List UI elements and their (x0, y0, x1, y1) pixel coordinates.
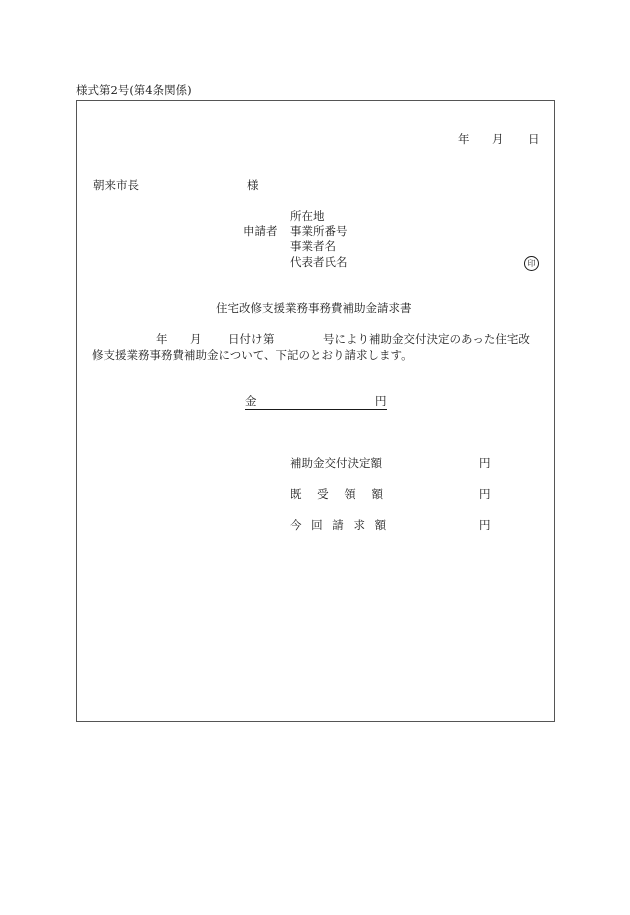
form-label: 様式第2号(第4条関係) (76, 83, 192, 97)
date-day: 日 (528, 132, 540, 146)
seal-mark: 印 (524, 256, 539, 271)
applicant-label: 申請者 (243, 224, 278, 238)
applicant-field-representative: 代表者氏名 (290, 255, 348, 269)
body-line1-rest: 号により補助金交付決定のあった住宅改 (323, 332, 530, 346)
detail-unit-already-received: 円 (479, 487, 491, 501)
detail-unit-grant-decided: 円 (479, 456, 491, 470)
body-line-2: 修支援業務事務費補助金について、下記のとおり請求します。 (92, 348, 413, 362)
date-year: 年 (458, 132, 470, 146)
body-dated: 日付け (228, 332, 263, 346)
body-number-prefix: 第 (263, 332, 275, 346)
document-title: 住宅改修支援業務事務費補助金請求書 (216, 301, 412, 315)
applicant-field-address: 所在地 (290, 209, 325, 223)
applicant-field-business-name: 事業者名 (290, 239, 336, 253)
amount-unit: 円 (375, 394, 387, 408)
body-year: 年 (156, 332, 168, 346)
date-month: 月 (492, 132, 504, 146)
addressee-name: 朝来市長 (93, 178, 139, 192)
detail-label-already-received: 既 受 領 額 (290, 487, 389, 501)
body-month: 月 (190, 332, 202, 346)
amount-underline (245, 395, 387, 410)
detail-unit-current-request: 円 (479, 518, 491, 532)
form-frame (76, 100, 555, 722)
addressee-honorific: 様 (247, 178, 259, 192)
detail-label-current-request: 今 回 請 求 額 (290, 518, 390, 532)
applicant-field-office-number: 事業所番号 (290, 224, 348, 238)
detail-label-grant-decided: 補助金交付決定額 (290, 456, 382, 470)
amount-prefix: 金 (245, 394, 257, 408)
